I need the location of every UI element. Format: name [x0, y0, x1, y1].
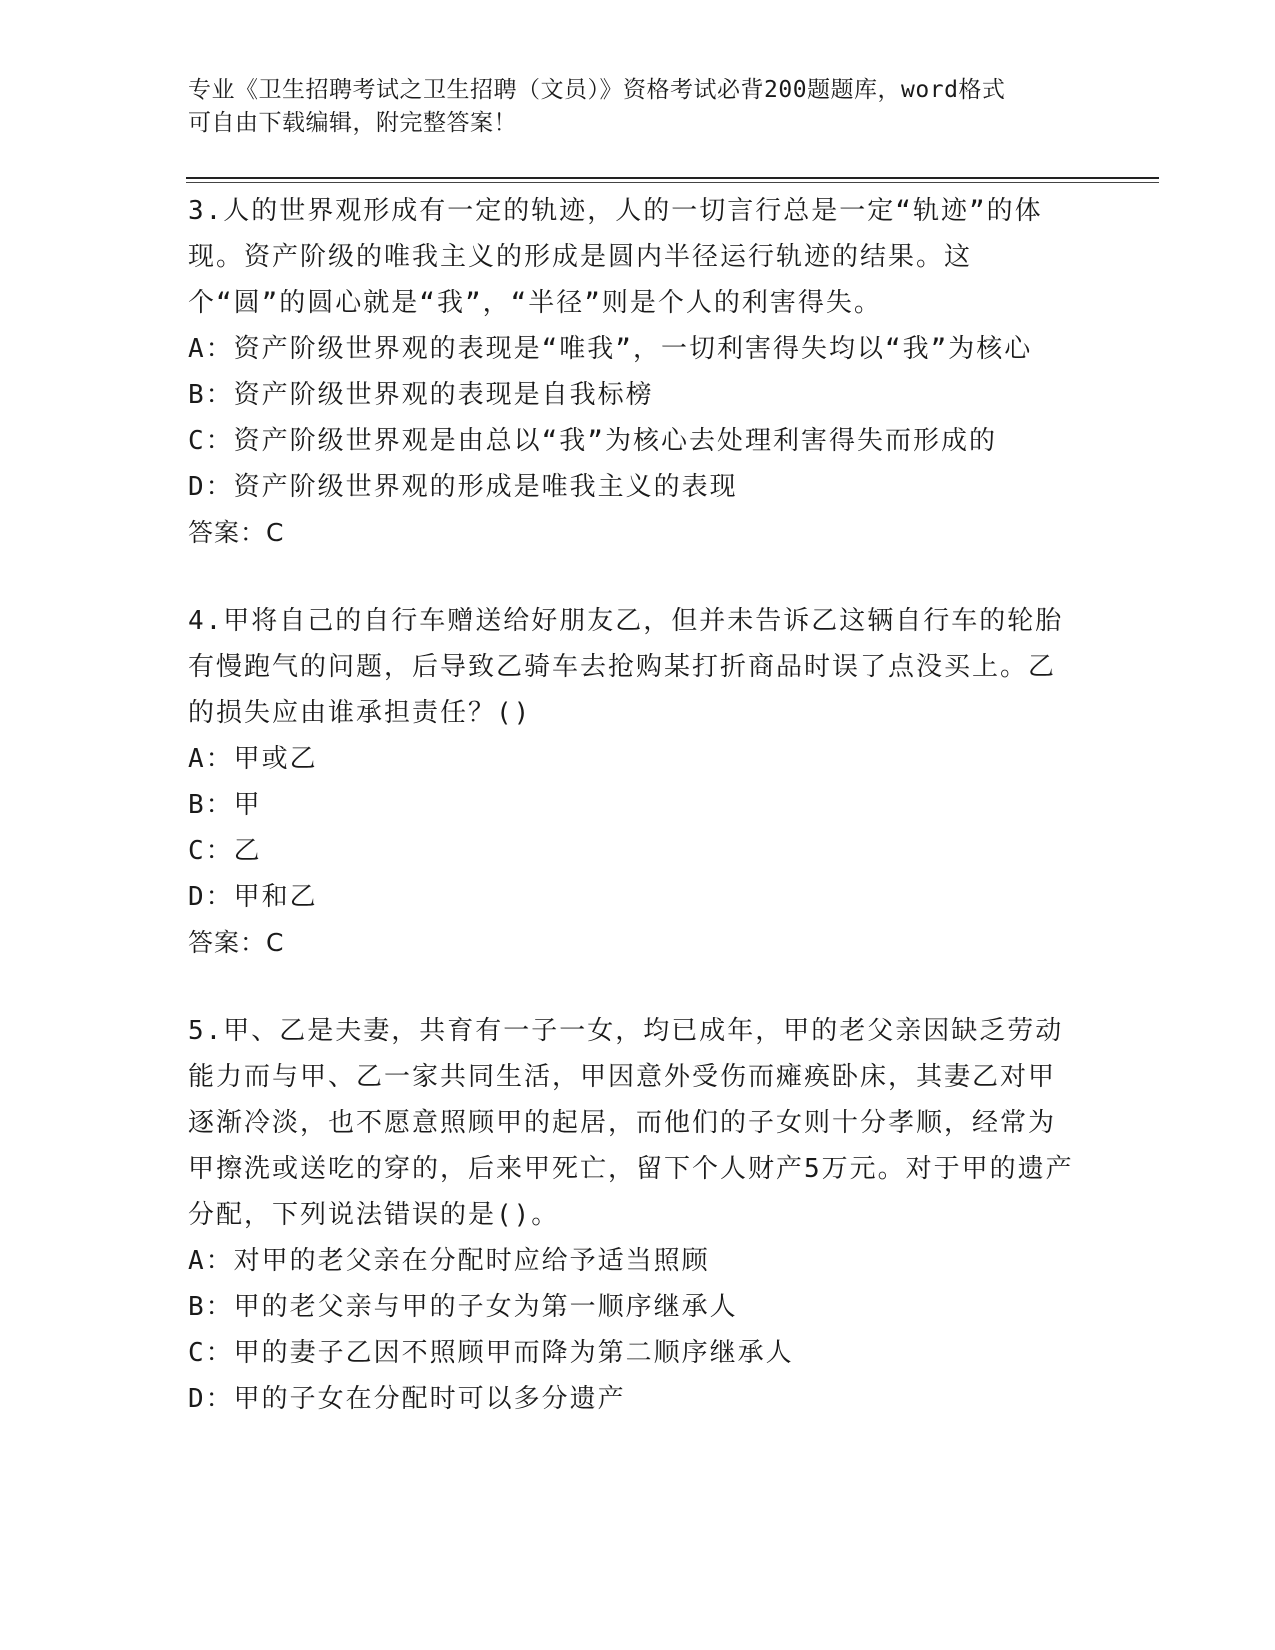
question-stem: 3.人的世界观形成有一定的轨迹，人的一切言行总是一定“轨迹”的体现。资产阶级的唯我主义的形成是圆内半径运行轨迹的结果。这个“圆”的圆心就是“我”，“半径”则是个人的利害得失。 — [188, 196, 1043, 318]
header-line-2: 可自由下载编辑，附完整答案！ — [188, 110, 517, 136]
question-list — [188, 188, 1078, 1464]
question-stem: 4.甲将自己的自行车赠送给好朋友乙，但并未告诉乙这辆自行车的轮胎有慢跑气的问题，后导致乙骑车去抢购某打折商品时误了点没买上。乙的损失应由谁承担责任？() — [188, 606, 1064, 728]
option-a: A：资产阶级世界观的表现是“唯我”，一切利害得失均以“我”为核心 — [188, 334, 1033, 364]
option-b: B：甲 — [188, 790, 262, 820]
option-a: A：甲或乙 — [188, 744, 318, 774]
question-stem: 5.甲、乙是夫妻，共育有一子一女，均已成年，甲的老父亲因缺乏劳动能力而与甲、乙一家共同生活，甲因意外受伤而瘫痪卧床，其妻乙对甲逐渐冷淡，也不愿意照顾甲的起居，而他们的子女则十分孝顺，经常为甲擦洗或送吃的穿的，后来甲死亡，留下个人财产5万元。对于甲的遗产分配，下列说法错误的是()。 — [188, 1016, 1074, 1230]
option-d: D：资产阶级世界观的形成是唯我主义的表现 — [188, 472, 738, 502]
option-c: C：乙 — [188, 836, 262, 866]
option-c: C：资产阶级世界观是由总以“我”为核心去处理利害得失而形成的 — [188, 426, 997, 456]
question-4 — [188, 598, 1078, 966]
option-b: B：甲的老父亲与甲的子女为第一顺序继承人 — [188, 1292, 738, 1322]
header-divider-thin — [186, 182, 1159, 183]
question-3 — [188, 188, 1078, 556]
option-a: A：对甲的老父亲在分配时应给予适当照顾 — [188, 1246, 710, 1276]
option-c: C：甲的妻子乙因不照顾甲而降为第二顺序继承人 — [188, 1338, 794, 1368]
answer-line: 答案：C — [188, 928, 285, 957]
option-b: B：资产阶级世界观的表现是自我标榜 — [188, 380, 654, 410]
answer-line: 答案：C — [188, 518, 285, 547]
question-5 — [188, 1008, 1078, 1422]
option-d: D：甲的子女在分配时可以多分遗产 — [188, 1384, 626, 1414]
header-line-1: 专业《卫生招聘考试之卫生招聘（文员）》资格考试必背200题题库，word格式 — [188, 77, 1006, 103]
header-divider-thick — [186, 177, 1159, 179]
document-header — [188, 74, 1088, 140]
option-d: D：甲和乙 — [188, 882, 318, 912]
